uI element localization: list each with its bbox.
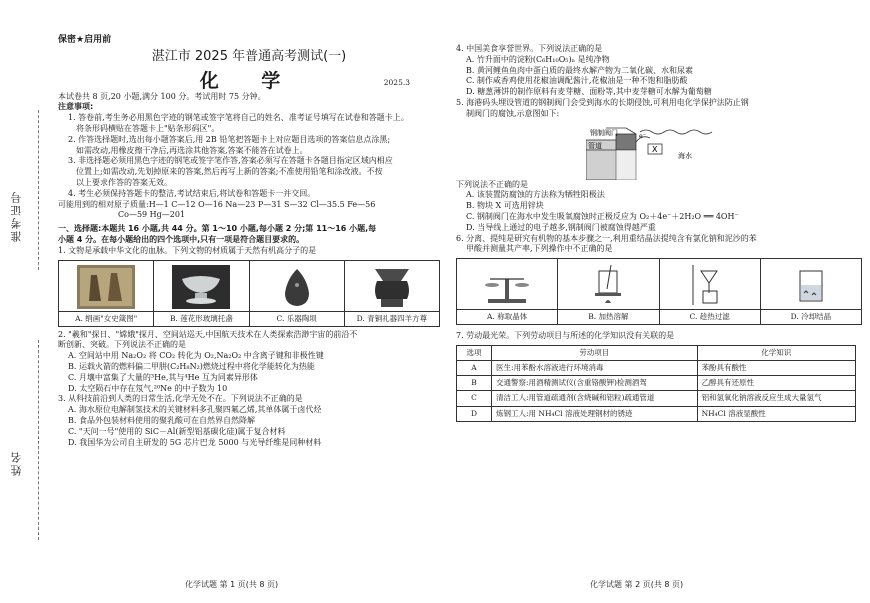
note-line: 4. 考生必须保持答题卡的整洁,考试结束后,将试卷和答题卡一并交回。	[68, 188, 316, 198]
option-d: D. 冷却结晶	[761, 259, 861, 324]
page-right	[456, 44, 862, 422]
q1-options	[58, 260, 440, 327]
page-left	[58, 34, 440, 448]
q6-options	[456, 258, 862, 325]
exam-date: 2025.3	[383, 77, 410, 87]
section-heading: 一、选择题:本题共 16 小题,共 44 分。第 1～10 小题,每小题 2 分;第 11～16 小题,每	[58, 224, 377, 234]
table-row: D 炼钢工人:用 NH₄Cl 溶液处理钢材的锈迹 NH₄Cl 溶液显酸性	[457, 406, 856, 421]
question-2: 断创新、突破。下列说法不正确的是	[58, 340, 186, 350]
note-line: 如需改动,用橡皮擦干净后,再选涂其他答案,答案不能答在试卷上。	[76, 145, 308, 155]
question-6: 甲酸并测量其产率,下列操作中不正确的是	[466, 244, 613, 254]
option-b: B. 加热溶解	[558, 259, 659, 324]
q4-option: C. 制作咸香鸡使用花椒油调配酱汁,花椒油是一种不饱和脂肪酸	[466, 76, 688, 86]
option-a: A. 绢画"女史箴图"	[59, 261, 154, 326]
subject-title: 化 学	[199, 69, 299, 92]
seawater-label: 海水	[678, 151, 692, 160]
q2-option: B. 运载火箭的燃料偏二甲肼(C₂H₈N₂)燃烧过程中将化学能转化为热能	[68, 362, 315, 372]
q5-option: B. 物块 X 可选用锌块	[466, 201, 544, 211]
q2-option: D. 太空陨石中存在氖气,²⁰Ne 的中子数为 10	[68, 383, 228, 393]
table-row: A 医生:用苯酚水溶液进行环境消毒 苯酚具有酸性	[457, 361, 856, 376]
note-line: 2. 作答选择题时,选出每小题答案后,用 2B 铅笔把答题卡上对应题目选项的答案信息点涂黑;	[68, 134, 391, 144]
dashed-line	[38, 110, 39, 270]
q7-table	[456, 345, 856, 422]
q4-option: B. 黄河鲤鱼鱼肉中蛋白质的最终水解产物为二氧化碳、水和尿素	[466, 65, 693, 75]
question-5: 5. 海港码头埋设管道的钢制阀门会受到海水的长期侵蚀,可利用电化学保护法防止钢	[456, 97, 749, 107]
balance-icon	[478, 263, 536, 307]
dashed-line	[38, 340, 39, 540]
question-1: 1. 文物是承载中华文化的血脉。下列文物的材质属于天然有机高分子的是	[58, 245, 317, 255]
section-heading: 小题 4 分。在每小题给出的四个选项中,只有一项是符合题目要求的。	[58, 234, 305, 244]
glass-cup-image	[172, 265, 230, 309]
cooling-beaker-icon	[782, 263, 840, 307]
table-row: B 交通警察:用酒精测试仪(含重铬酸钾)检测酒驾 乙醇具有还原性	[457, 376, 856, 391]
question-7: 7. 劳动最光荣。下列劳动项目与所述的化学知识没有关联的是	[456, 331, 675, 341]
question-3: 3. 从科技前沿到人类的日常生活,化学无处不在。下列说法不正确的是	[58, 394, 303, 404]
note-line: 将条形码横贴在答题卡上"贴条形码区"。	[76, 123, 220, 133]
heating-beaker-icon	[579, 263, 637, 307]
q5-option: C. 钢制阀门在海水中发生吸氧腐蚀时正极反应为 O₂＋4e⁻＋2H₂O ══ 4OH⁻	[466, 211, 739, 221]
option-a: A. 称取晶体	[457, 259, 558, 324]
q2-option: A. 空间站中用 Na₂O₂ 将 CO₂ 转化为 O₂,Na₂O₂ 中含离子键和非极性键	[68, 351, 324, 361]
q4-option: A. 竹升面中的淀粉(C₆H₁₀O₅)ₙ 是纯净物	[466, 54, 610, 64]
option-c: C. 乐器陶埙	[250, 261, 345, 326]
note-line: 以上要求作答的答案无效。	[76, 177, 172, 187]
name-label: 姓名	[10, 450, 23, 476]
q4-option: D. 糖葱薄饼的制作原料有麦芽糖、面粉等,其中麦芽糖可水解为葡萄糖	[466, 87, 712, 97]
q5-option: D. 当导线上通过的电子越多,钢制阀门被腐蚀得越严重	[466, 222, 656, 232]
confidential-label: 保密★启用前	[58, 35, 112, 45]
option-b: B. 莲花形玻璃托盏	[154, 261, 249, 326]
table-header-row: 选项 劳动项目 化学知识	[457, 346, 856, 361]
bronze-zun-image	[363, 265, 421, 309]
atomic-masses: Co—59 Hg—201	[118, 210, 186, 220]
valve-label: 钢制阀门	[590, 128, 618, 137]
question-6: 6. 分离、提纯是研究有机物的基本步骤之一,利用重结晶法提纯含有氯化钠和泥沙的苯	[456, 233, 757, 243]
question-5: 制阀门的腐蚀,示意图如下:	[466, 108, 560, 118]
q3-option: A. 海水原位电解制氢技术的关键材料多孔聚四氟乙烯,其单体属于卤代烃	[68, 405, 322, 415]
q2-option: C. 月壤中富集了大量的³He,其与⁴He 互为同素异形体	[68, 372, 258, 382]
corrosion-diagram	[586, 120, 736, 180]
option-c: C. 趁热过滤	[660, 259, 761, 324]
note-line: 位置上;如需改动,先划掉原来的答案,然后再写上新的答案;不准使用铅笔和涂改液。不按	[76, 167, 383, 177]
atomic-masses: 可能用到的相对原子质量:H—1 C—12 O—16 Na—23 P—31 S—32 Cl—35.5 Fe—56	[58, 199, 376, 209]
notes-heading: 注意事项:	[58, 102, 94, 112]
filtration-icon	[681, 263, 739, 307]
option-d: D. 青铜礼器四羊方尊	[345, 261, 439, 326]
intro-text: 本试卷共 8 页,20 小题,满分 100 分。考试用时 75 分钟。	[58, 91, 266, 101]
candidate-number-label: 准考证号	[10, 190, 23, 242]
q5-lead: 下列说法不正确的是	[456, 179, 528, 189]
question-4: 4. 中国美食享誉世界。下列说法正确的是	[456, 44, 603, 53]
electron-label: e⁻	[639, 132, 646, 140]
pottery-xun-image	[268, 265, 326, 309]
block-x-label: X	[652, 144, 658, 154]
page-footer-left: 化学试题 第 1 页(共 8 页)	[185, 580, 279, 589]
page-footer-right: 化学试题 第 2 页(共 8 页)	[590, 580, 684, 589]
q5-option: A. 该装置防腐蚀的方法称为牺牲阳极法	[466, 190, 605, 200]
q3-option: D. 我国华为公司自主研发的 5G 芯片巴龙 5000 与光导纤维是同种材料	[68, 437, 322, 447]
table-row: C 清洁工人:用管道疏通剂(含烧碱和铝粒)疏通管道 铝和氢氧化钠溶液反应生成大量氢气	[457, 391, 856, 406]
note-line: 3. 非选择题必须用黑色字迹的钢笔或签字笔作答,答案必须写在答题卡各题目指定区域内相应	[68, 156, 393, 166]
q3-option: B. 食品外包装材料使用的聚乳酸可在自然界自然降解	[68, 416, 255, 425]
pipe-label: 管道	[588, 141, 602, 150]
q3-option: C. "天问一号"使用的 SiC－Al(新型铝基碳化硅)属于复合材料	[68, 426, 286, 436]
question-2: 2. "羲和"探日、"嫦娥"探月、空间站巡天,中国航天技术在人类探索浩渺宇宙的前沿不	[58, 329, 358, 339]
note-line: 1. 答卷前,考生务必用黑色字迹的钢笔或签字笔将自己的姓名、准考证号填写在试卷和答题卡上。	[68, 113, 409, 123]
silk-painting-image	[77, 265, 135, 309]
exam-title: 湛江市 2025 年普通高考测试(一)	[151, 49, 347, 64]
